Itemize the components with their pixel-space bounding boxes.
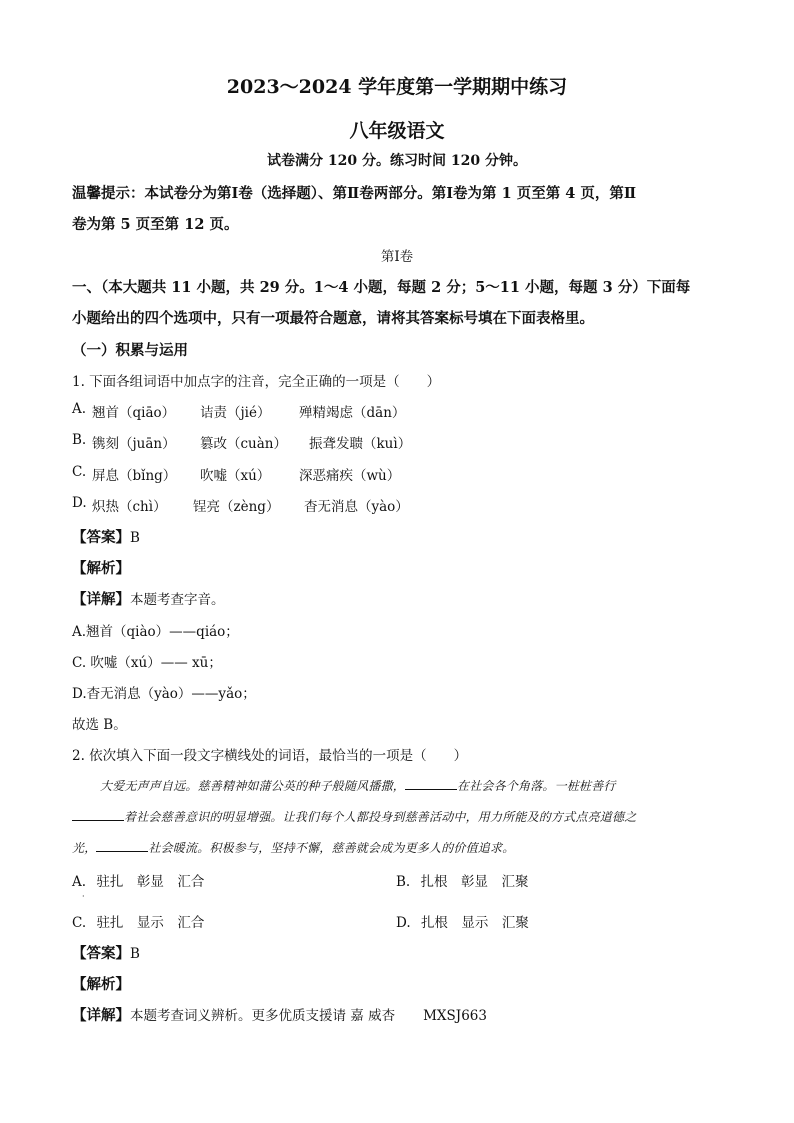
detail-tag: 【详解】 (72, 1007, 130, 1024)
option-word: 吹嘘（xú） (200, 468, 271, 484)
q1-explanation-d: D.杳无消息（yào）——yǎo； (72, 686, 256, 702)
answer-tag: 【答案】 (72, 945, 130, 962)
part1-instruction-1: 一、（本大题共 11 小题，共 29 分。1～4 小题，每题 2 分；5～11 小题，每题 3 分）下面每 (72, 279, 691, 296)
detail-tag: 【详解】 (72, 591, 130, 608)
option-word: 殚精竭虑（dān） (299, 405, 406, 421)
answer-value: B (130, 530, 140, 546)
q2-option-d (396, 911, 529, 931)
option-text: 扎根 彰显 汇聚 (420, 874, 529, 890)
option-word: 翘首（qiāo） (92, 405, 176, 421)
fill-blank-2 (72, 808, 124, 821)
q1-explanation-c: C. 吹嘘（xú）—— xū； (72, 655, 222, 671)
option-label: D. (396, 915, 411, 931)
option-word: 镌刻（juān） (92, 436, 176, 452)
passage-text: 着社会慈善意识的明显增强。让我们每个人都投身到慈善活动中，用力所能及的方式点亮道德之 (124, 810, 637, 824)
q2-option-a (72, 870, 204, 890)
option-label: A. (72, 401, 87, 417)
watermark-code: MXSJ663 (423, 1008, 487, 1024)
exam-info: 试卷满分 120 分。练习时间 120 分钟。 (267, 153, 527, 169)
section-title: 第Ⅰ卷 (380, 249, 414, 265)
option-word: 诘责（jié） (200, 405, 271, 421)
answer-tag: 【答案】 (72, 529, 130, 546)
option-label: D. (72, 495, 87, 511)
q1-option-b (72, 432, 412, 452)
option-text: 驻扎 彰显 汇合 (96, 874, 205, 890)
q2-option-b (396, 870, 529, 890)
q1-option-c (72, 464, 401, 484)
q2-passage-line-2 (72, 808, 636, 825)
detail-text: 本题考查字音。 (130, 592, 225, 608)
q2-passage-line-1 (100, 777, 616, 794)
option-word: 杳无消息（yào） (304, 499, 409, 515)
q1-detail (72, 588, 225, 609)
subject-title: 八年级语文 (349, 120, 445, 142)
q1-option-a (72, 401, 406, 421)
notice-line-2: 卷为第 5 页至第 12 页。 (72, 216, 239, 233)
fill-blank-1 (405, 777, 457, 790)
option-label: C. (72, 915, 87, 931)
exam-title: 2023～2024 学年度第一学期期中练习 (226, 76, 568, 98)
passage-text: 社会暖流。积极参与，坚持不懈，慈善就会成为更多人的价值追求。 (148, 841, 515, 855)
q2-detail (72, 1004, 487, 1025)
q1-conclusion: 故选 B。 (72, 717, 127, 733)
option-text: 驻扎 显示 汇合 (96, 915, 205, 931)
q1-explanation-a: A.翘首（qiào）——qiáo； (72, 624, 239, 640)
option-word: 屏息（bǐng） (92, 468, 177, 484)
answer-value: B (130, 946, 140, 962)
passage-text: 大爱无声声自远。慈善精神如蒲公英的种子般随风播撒， (100, 779, 406, 793)
option-text: 扎根 显示 汇聚 (420, 915, 529, 931)
q1-stem: 1. 下面各组词语中加点字的注音，完全正确的一项是（ ） (72, 374, 441, 390)
option-word: 锃亮（zèng） (193, 499, 280, 515)
subsection-title: （一）积累与运用 (72, 342, 188, 359)
q2-answer (72, 942, 140, 963)
q1-answer (72, 526, 140, 547)
part1-instruction-2: 小题给出的四个选项中，只有一项最符合题意，请将其答案标号填在下面表格里。 (72, 310, 594, 327)
q1-analysis-tag: 【解析】 (72, 560, 130, 577)
option-word: 深恶痛疾（wù） (299, 468, 401, 484)
option-label: A. (72, 874, 87, 890)
option-label: B. (72, 432, 87, 448)
fill-blank-3 (96, 839, 148, 852)
option-word: 篡改（cuàn） (200, 436, 287, 452)
detail-text: 本题考查词义辨析。更多优质支援请 嘉 威杏 (130, 1008, 396, 1024)
passage-text: 在社会各个角落。一桩桩善行 (457, 779, 616, 793)
option-label: C. (72, 464, 87, 480)
option-label: B. (396, 874, 411, 890)
passage-text: 光， (72, 841, 97, 855)
q2-analysis-tag: 【解析】 (72, 976, 130, 993)
notice-line-1: 温馨提示：本试卷分为第Ⅰ卷（选择题）、第Ⅱ卷两部分。第Ⅰ卷为第 1 页至第 4 页，第Ⅱ (72, 185, 637, 202)
q2-option-c (72, 911, 204, 931)
q2-stem: 2. 依次填入下面一段文字横线处的词语，最恰当的一项是（ ） (72, 748, 468, 764)
stray-dot: · (82, 892, 85, 901)
q1-option-d (72, 495, 409, 515)
option-word: 炽热（chì） (92, 499, 167, 515)
q2-passage-line-3 (72, 839, 514, 856)
option-word: 振聋发聩（kuì） (309, 436, 412, 452)
